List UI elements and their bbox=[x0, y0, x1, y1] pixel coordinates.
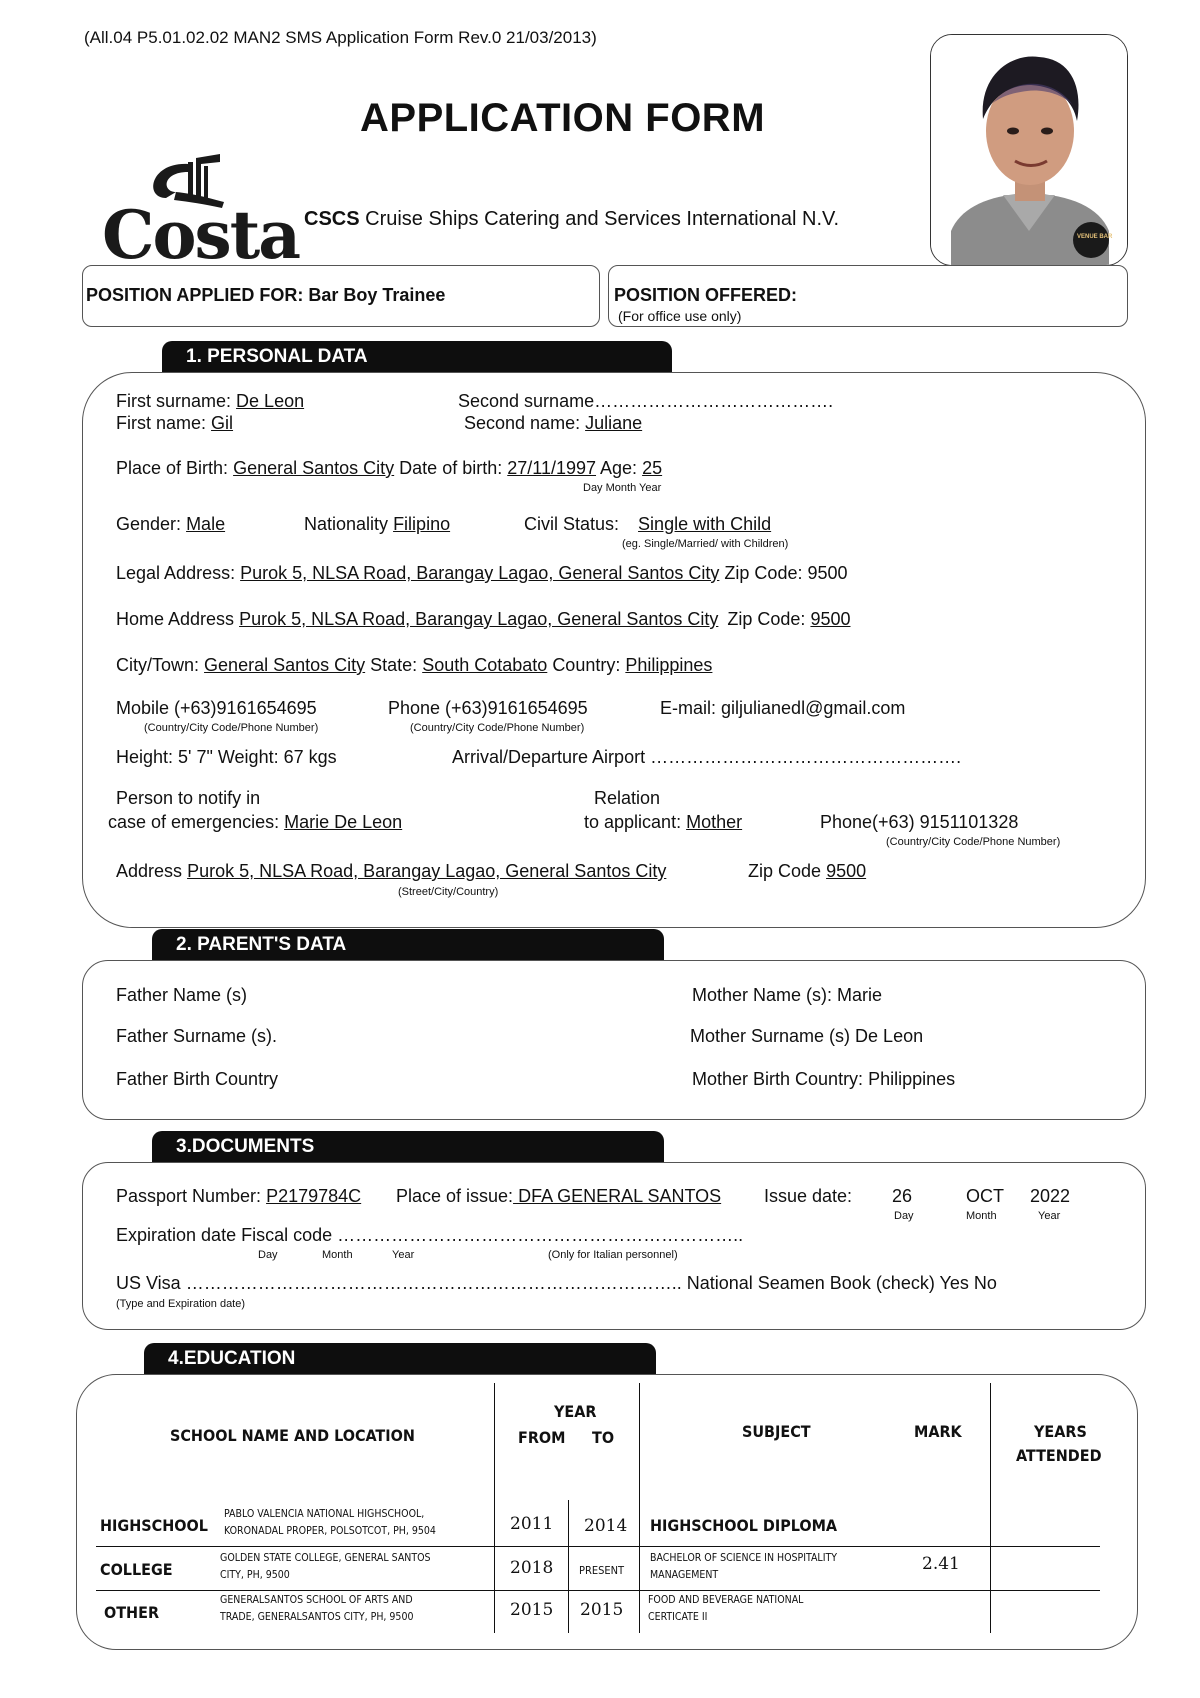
city-row bbox=[116, 655, 712, 676]
notify-label-2: case of emergencies: bbox=[108, 812, 280, 832]
airport-field: Arrival/Departure Airport ……………………………………………. bbox=[452, 747, 962, 767]
emergency-address-label: Address bbox=[116, 861, 183, 881]
position-offered: POSITION OFFERED: bbox=[614, 285, 798, 305]
issue-year-hint: Year bbox=[1038, 1210, 1061, 1222]
home-address-label: Home Address bbox=[116, 609, 235, 629]
email-field: E-mail: giljulianedl@gmail.com bbox=[660, 698, 906, 718]
document-reference: (All.04 P5.01.02.02 MAN2 SMS Application Form Rev.0 21/03/2013) bbox=[84, 28, 597, 47]
company-abbr: CSCS bbox=[304, 208, 360, 230]
row-level: COLLEGE bbox=[100, 1560, 173, 1579]
row-from: 2011 bbox=[510, 1514, 554, 1534]
relation-value: Mother bbox=[686, 812, 743, 832]
company-name: Cruise Ships Catering and Services International N.V. bbox=[365, 208, 840, 230]
place-of-issue-value: DFA GENERAL SANTOS bbox=[513, 1186, 722, 1206]
expiry-year-hint: Year bbox=[392, 1249, 415, 1261]
nationality-value: Filipino bbox=[393, 514, 451, 534]
issue-year: 2022 bbox=[1030, 1186, 1071, 1206]
relation-field bbox=[584, 812, 760, 833]
row-subject-line: CERTICATE II bbox=[648, 1611, 708, 1623]
row-school bbox=[224, 1506, 436, 1540]
passport-field bbox=[116, 1186, 361, 1207]
home-address-field bbox=[116, 609, 851, 630]
expiry-day-hint: Day bbox=[258, 1249, 278, 1261]
home-zip-label: Zip Code: bbox=[727, 609, 806, 629]
italian-personnel-hint: (Only for Italian personnel) bbox=[548, 1249, 678, 1261]
position-applied: POSITION APPLIED FOR: Bar Boy Trainee bbox=[86, 285, 446, 305]
row-subject bbox=[648, 1592, 803, 1626]
issue-date-label: Issue date: bbox=[764, 1186, 853, 1206]
city-value: General Santos City bbox=[204, 655, 366, 675]
us-visa-line: US Visa ……………………………………………………………………….. National Seamen Book (check) Yes No bbox=[116, 1273, 997, 1293]
first-surname-value: De Leon bbox=[236, 391, 305, 411]
father-birth-country: Father Birth Country bbox=[116, 1069, 279, 1089]
header-subject: SUBJECT bbox=[742, 1422, 811, 1441]
row-subject-line: BACHELOR OF SCIENCE IN HOSPITALITY bbox=[650, 1552, 838, 1564]
table-divider bbox=[990, 1383, 991, 1633]
nationality-label: Nationality bbox=[304, 514, 389, 534]
us-visa-hint: (Type and Expiration date) bbox=[116, 1298, 246, 1310]
notify-field bbox=[108, 812, 442, 833]
header-to: TO bbox=[592, 1428, 615, 1447]
civil-hint: (eg. Single/Married/ with Children) bbox=[622, 538, 789, 550]
office-use-note: (For office use only) bbox=[618, 308, 742, 324]
row-to: 2015 bbox=[580, 1600, 624, 1620]
passport-label: Passport Number: bbox=[116, 1186, 262, 1206]
row-school-line: PABLO VALENCIA NATIONAL HIGHSCHOOL, bbox=[224, 1508, 425, 1520]
mother-surname: Mother Surname (s) De Leon bbox=[690, 1026, 924, 1046]
legal-address-field bbox=[116, 563, 848, 584]
second-name-label: Second name: bbox=[464, 413, 581, 433]
section-personal-data: 1. PERSONAL DATA bbox=[162, 341, 672, 373]
father-surname: Father Surname (s). bbox=[116, 1026, 278, 1046]
table-row-rule bbox=[96, 1590, 1100, 1591]
home-address-value: Purok 5, NLSA Road, Barangay Lagao, General Santos City bbox=[239, 609, 719, 629]
issue-day-hint: Day bbox=[894, 1210, 914, 1222]
legal-address-value: Purok 5, NLSA Road, Barangay Lagao, General Santos City bbox=[240, 563, 720, 583]
portrait-icon bbox=[931, 35, 1128, 266]
issue-day: 26 bbox=[892, 1186, 913, 1206]
place-of-issue-field bbox=[396, 1186, 721, 1207]
first-surname-label: First surname: bbox=[116, 391, 232, 411]
home-zip-value: 9500 bbox=[810, 609, 851, 629]
header-mark: MARK bbox=[914, 1422, 962, 1441]
emergency-zip-field bbox=[748, 861, 866, 882]
dob-label: Date of birth: bbox=[399, 458, 503, 478]
row-subject-line: FOOD AND BEVERAGE NATIONAL bbox=[648, 1594, 804, 1606]
row-school-line: GOLDEN STATE COLLEGE, GENERAL SANTOS bbox=[220, 1552, 431, 1564]
row-school-line: KORONADAL PROPER, POLSOTCOT, PH, 9504 bbox=[224, 1525, 436, 1537]
second-name-value: Juliane bbox=[585, 413, 643, 433]
emergency-zip-label: Zip Code bbox=[748, 861, 822, 881]
emergency-zip-value: 9500 bbox=[826, 861, 867, 881]
row-school-line: CITY, PH, 9500 bbox=[220, 1569, 290, 1581]
row-school-line: GENERALSANTOS SCHOOL OF ARTS AND bbox=[220, 1594, 413, 1606]
gender-field bbox=[116, 514, 225, 535]
photo-badge: VENUE BAR bbox=[1077, 234, 1113, 240]
second-surname-dots: …………………………………. bbox=[594, 391, 834, 411]
mobile-field: Mobile (+63)9161654695 bbox=[116, 698, 317, 718]
expiry-month-hint: Month bbox=[322, 1249, 353, 1261]
civil-value: Single with Child bbox=[638, 514, 772, 534]
first-surname-field bbox=[116, 391, 436, 412]
legal-address-label: Legal Address: bbox=[116, 563, 236, 583]
second-name-field bbox=[464, 413, 642, 434]
row-to: PRESENT bbox=[579, 1564, 625, 1577]
row-school bbox=[220, 1592, 413, 1626]
emergency-address-hint: (Street/City/Country) bbox=[398, 886, 499, 898]
birth-row bbox=[116, 458, 662, 479]
row-school bbox=[220, 1550, 431, 1584]
issue-month-hint: Month bbox=[966, 1210, 997, 1222]
civil-status-field bbox=[524, 514, 771, 535]
relation-label-1: Relation bbox=[594, 788, 661, 808]
table-divider bbox=[639, 1383, 640, 1633]
row-level: HIGHSCHOOL bbox=[100, 1516, 208, 1535]
row-subject-line: MANAGEMENT bbox=[650, 1569, 719, 1581]
country-value: Philippines bbox=[625, 655, 713, 675]
gender-label: Gender: bbox=[116, 514, 182, 534]
emergency-phone-hint: (Country/City Code/Phone Number) bbox=[886, 836, 1061, 848]
emergency-phone: Phone(+63) 9151101328 bbox=[820, 812, 1019, 832]
mother-birth-country: Mother Birth Country: Philippines bbox=[692, 1069, 956, 1089]
first-name-field bbox=[116, 413, 233, 434]
row-subject bbox=[650, 1550, 837, 1584]
second-surname-label: Second surname bbox=[458, 391, 595, 411]
issue-month: OCT bbox=[966, 1186, 1004, 1206]
emergency-address-field bbox=[116, 861, 666, 882]
header-year: YEAR bbox=[554, 1402, 597, 1421]
row-level: OTHER bbox=[104, 1603, 160, 1622]
notify-label-1: Person to notify in bbox=[116, 788, 261, 808]
expiration-fiscal-line: Expiration date Fiscal code ………………………………………………………….. bbox=[116, 1225, 744, 1245]
father-name: Father Name (s) bbox=[116, 985, 248, 1005]
legal-zip: Zip Code: 9500 bbox=[724, 563, 848, 583]
logo-wordmark: Costa bbox=[102, 196, 299, 274]
section-parents-data: 2. PARENT'S DATA bbox=[152, 929, 664, 961]
table-divider bbox=[494, 1383, 495, 1633]
company-line bbox=[304, 208, 839, 231]
civil-label: Civil Status: bbox=[524, 514, 620, 534]
age-label: Age: bbox=[600, 458, 638, 478]
row-subject: HIGHSCHOOL DIPLOMA bbox=[650, 1516, 838, 1535]
phone-field: Phone (+63)9161654695 bbox=[388, 698, 588, 718]
dob-value: 27/11/1997 bbox=[507, 458, 597, 478]
passport-value: P2179784C bbox=[266, 1186, 362, 1206]
header-school: SCHOOL NAME AND LOCATION bbox=[170, 1426, 415, 1445]
first-name-label: First name: bbox=[116, 413, 207, 433]
first-name-value: Gil bbox=[211, 413, 234, 433]
section-education: 4.EDUCATION bbox=[144, 1343, 656, 1375]
notify-name: Marie De Leon bbox=[284, 812, 403, 832]
dob-hint: Day Month Year bbox=[583, 482, 662, 494]
page-title: APPLICATION FORM bbox=[360, 96, 766, 140]
phone-hint: (Country/City Code/Phone Number) bbox=[410, 722, 585, 734]
row-school-line: TRADE, GENERALSANTOS CITY, PH, 9500 bbox=[220, 1611, 414, 1623]
place-of-issue-label: Place of issue: bbox=[396, 1186, 514, 1206]
state-value: South Cotabato bbox=[422, 655, 548, 675]
city-label: City/Town: bbox=[116, 655, 200, 675]
gender-value: Male bbox=[186, 514, 226, 534]
header-attended: ATTENDED bbox=[1016, 1446, 1102, 1465]
applicant-photo bbox=[930, 34, 1128, 266]
row-from: 2018 bbox=[510, 1558, 554, 1578]
header-years: YEARS bbox=[1034, 1422, 1087, 1441]
header-from: FROM bbox=[518, 1428, 566, 1447]
state-label: State: bbox=[370, 655, 418, 675]
pob-value: General Santos City bbox=[233, 458, 395, 478]
pob-label: Place of Birth: bbox=[116, 458, 229, 478]
section-documents: 3.DOCUMENTS bbox=[152, 1131, 664, 1163]
second-surname-field bbox=[458, 391, 833, 412]
row-from: 2015 bbox=[510, 1600, 554, 1620]
emergency-address-value: Purok 5, NLSA Road, Barangay Lagao, General Santos City bbox=[187, 861, 667, 881]
row-to: 2014 bbox=[584, 1516, 628, 1536]
mother-name: Mother Name (s): Marie bbox=[692, 985, 883, 1005]
row-mark: 2.41 bbox=[922, 1554, 960, 1574]
costa-logo bbox=[102, 154, 299, 274]
age-value: 25 bbox=[642, 458, 663, 478]
table-row-rule bbox=[96, 1546, 1100, 1547]
relation-label-2: to applicant: bbox=[584, 812, 682, 832]
nationality-field bbox=[304, 514, 450, 535]
table-divider bbox=[568, 1500, 569, 1633]
country-label: Country: bbox=[552, 655, 621, 675]
height-weight-field: Height: 5' 7" Weight: 67 kgs bbox=[116, 747, 337, 767]
mobile-hint: (Country/City Code/Phone Number) bbox=[144, 722, 319, 734]
